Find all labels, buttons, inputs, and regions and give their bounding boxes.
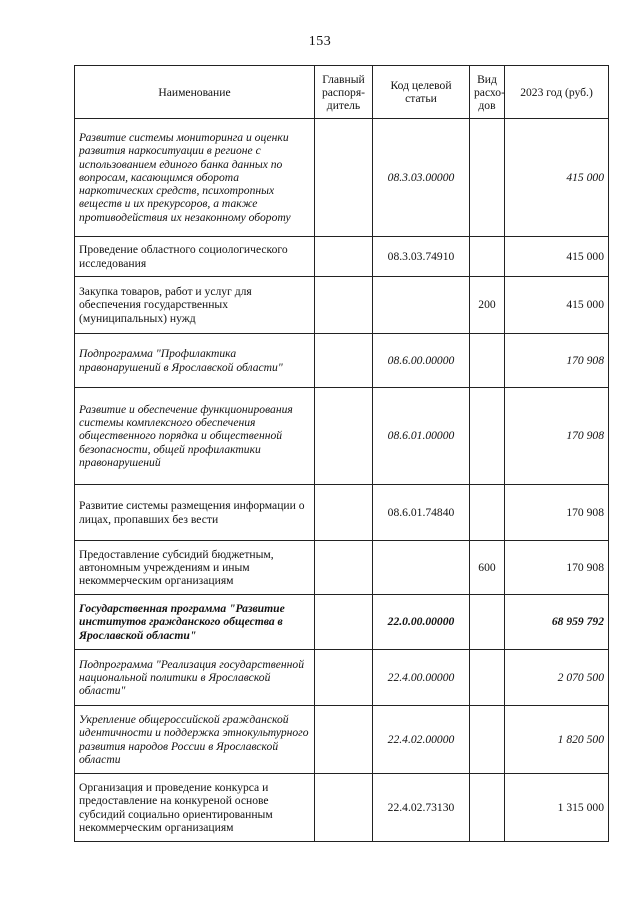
table-row (75, 541, 609, 595)
row-amount: 170 908 (505, 541, 609, 595)
row-target-code (373, 541, 470, 595)
row-main-manager (315, 485, 373, 541)
table-row (75, 595, 609, 650)
row-name: Организация и проведение конкурса и предоставление на конкуреной основе субсидий социально ориентированным некоммерческим организациям (75, 774, 315, 842)
table-row (75, 237, 609, 277)
row-target-code: 08.6.01.74840 (373, 485, 470, 541)
row-target-code: 22.4.02.73130 (373, 774, 470, 842)
row-main-manager (315, 277, 373, 334)
row-amount: 415 000 (505, 237, 609, 277)
row-expense-kind (470, 774, 505, 842)
row-main-manager (315, 650, 373, 706)
row-expense-kind (470, 388, 505, 485)
table-row (75, 334, 609, 388)
row-amount: 68 959 792 (505, 595, 609, 650)
row-target-code: 08.3.03.74910 (373, 237, 470, 277)
row-expense-kind: 200 (470, 277, 505, 334)
row-amount: 1 820 500 (505, 706, 609, 774)
row-expense-kind (470, 650, 505, 706)
row-main-manager (315, 706, 373, 774)
row-expense-kind: 600 (470, 541, 505, 595)
table-row (75, 485, 609, 541)
row-expense-kind (470, 706, 505, 774)
row-target-code: 08.6.00.00000 (373, 334, 470, 388)
row-main-manager (315, 237, 373, 277)
row-expense-kind (470, 595, 505, 650)
row-name: Государственная программа "Развитие институтов гражданского общества в Ярославской области" (75, 595, 315, 650)
table-row (75, 650, 609, 706)
row-amount: 415 000 (505, 277, 609, 334)
row-amount: 2 070 500 (505, 650, 609, 706)
row-target-code: 22.4.00.00000 (373, 650, 470, 706)
row-target-code: 08.6.01.00000 (373, 388, 470, 485)
row-main-manager (315, 334, 373, 388)
row-main-manager (315, 595, 373, 650)
row-expense-kind (470, 119, 505, 237)
row-expense-kind (470, 237, 505, 277)
table-row (75, 277, 609, 334)
row-name: Развитие системы мониторинга и оценки развития наркоситуации в регионе с использованием единого банка данных по вопросам, касающимся оборота наркотических средств, психотропных веществ и их прекурсоров, а также противодействия их незаконному обороту (75, 119, 315, 237)
row-target-code: 22.0.00.00000 (373, 595, 470, 650)
row-amount: 170 908 (505, 388, 609, 485)
row-amount: 170 908 (505, 334, 609, 388)
row-amount: 415 000 (505, 119, 609, 237)
row-target-code: 08.3.03.00000 (373, 119, 470, 237)
row-main-manager (315, 119, 373, 237)
page-number: 153 (308, 34, 332, 49)
row-name: Подпрограмма "Реализация государственной национальной политики в Ярославской области" (75, 650, 315, 706)
row-expense-kind (470, 485, 505, 541)
row-target-code: 22.4.02.00000 (373, 706, 470, 774)
budget-table (74, 65, 609, 842)
row-name: Закупка товаров, работ и услуг для обеспечения государственных (муниципальных) нужд (75, 277, 315, 334)
row-name: Предоставление субсидий бюджетным, автономным учреждениям и иным некоммерческим организациям (75, 541, 315, 595)
row-main-manager (315, 388, 373, 485)
table-row (75, 388, 609, 485)
row-name: Развитие системы размещения информации о лицах, пропавших без вести (75, 485, 315, 541)
row-name: Подпрограмма "Профилактика правонарушений в Ярославской области" (75, 334, 315, 388)
row-main-manager (315, 774, 373, 842)
row-main-manager (315, 541, 373, 595)
table-row (75, 119, 609, 237)
row-expense-kind (470, 334, 505, 388)
table-row (75, 774, 609, 842)
table-row (75, 706, 609, 774)
header-name: Наименование (75, 66, 315, 119)
row-amount: 1 315 000 (505, 774, 609, 842)
row-amount: 170 908 (505, 485, 609, 541)
header-expense-kind: Вид расхо-дов (470, 66, 505, 119)
row-name: Развитие и обеспечение функционирования системы комплексного обеспечения общественного порядка и общественной безопасности, общей профилактики правонарушений (75, 388, 315, 485)
header-main-manager: Главный распоря-дитель (315, 66, 373, 119)
row-target-code (373, 277, 470, 334)
header-year-amount: 2023 год (руб.) (505, 66, 609, 119)
table-header-row (75, 66, 609, 119)
row-name: Укрепление общероссийской гражданской идентичности и поддержка этнокультурного развития народов России в Ярославской области (75, 706, 315, 774)
row-name: Проведение областного социологического исследования (75, 237, 315, 277)
header-target-code: Код целевой статьи (373, 66, 470, 119)
